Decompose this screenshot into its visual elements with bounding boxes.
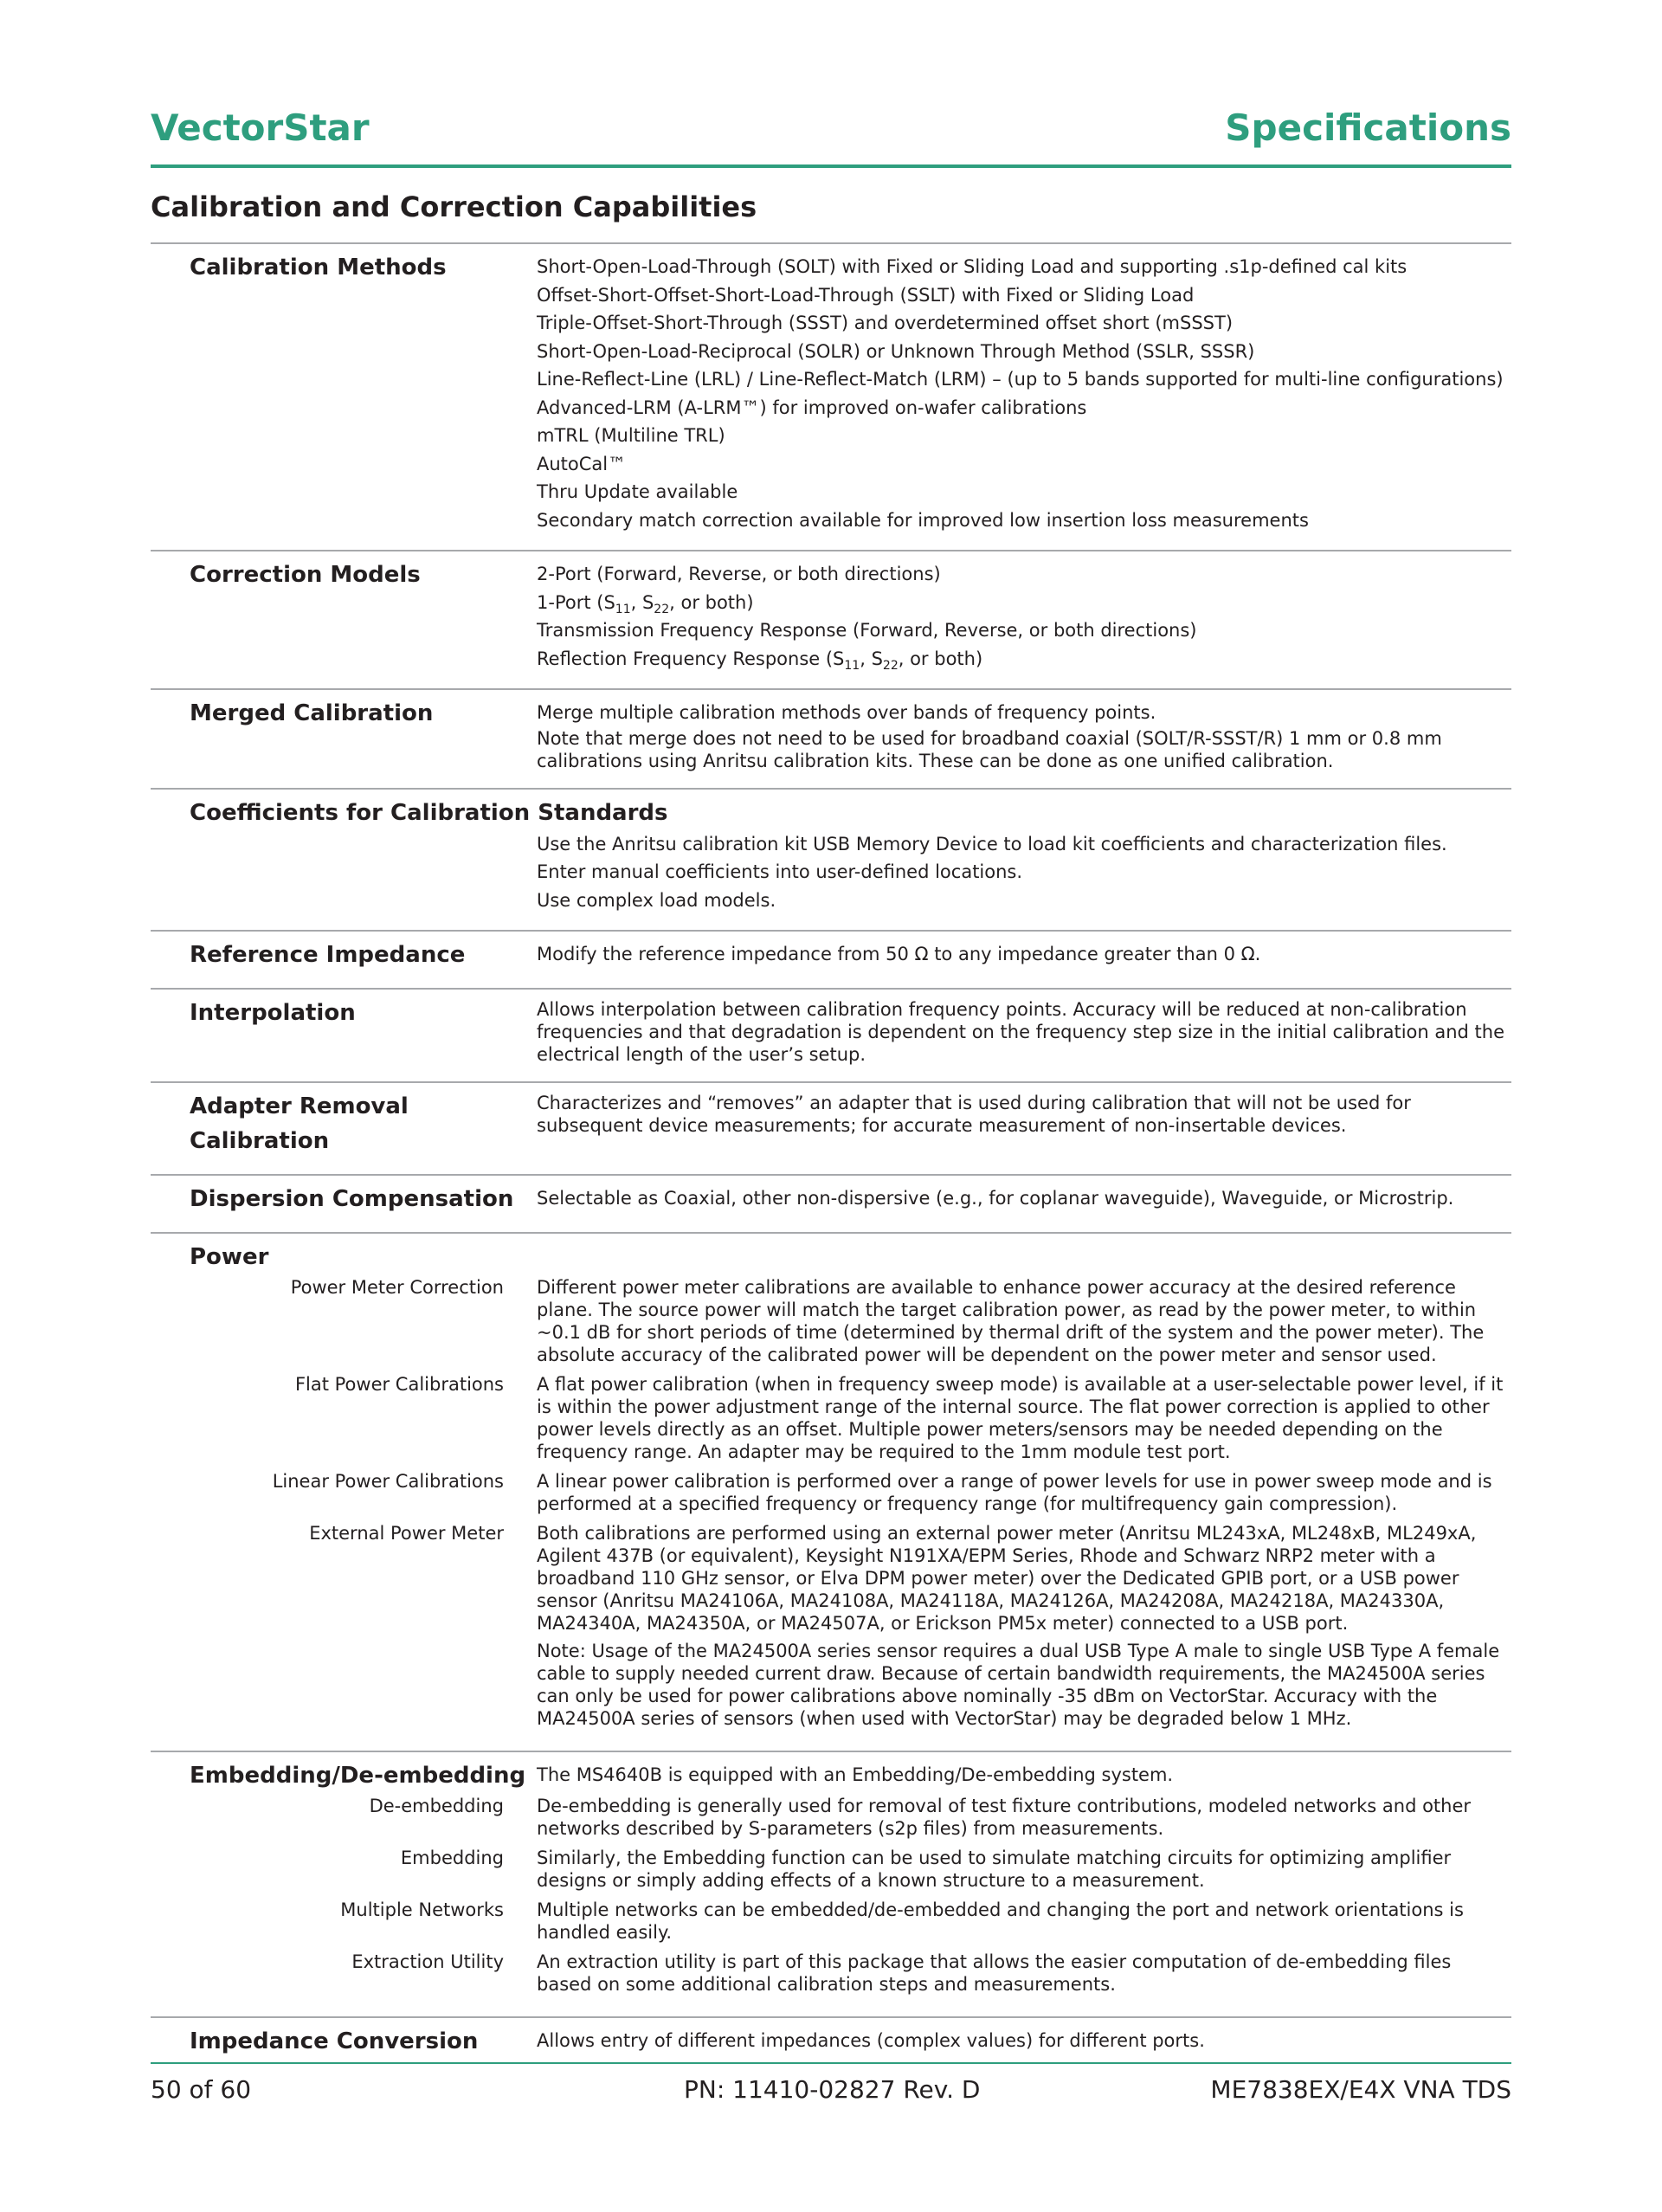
sub-row-external-power-meter bbox=[151, 1522, 1511, 1735]
spec-line: Use complex load models. bbox=[537, 889, 776, 911]
spec-label: Correction Models bbox=[190, 562, 421, 588]
sub-value: A flat power calibration (when in frequency sweep mode) is available at a user-selectable power level, if it is within the power adjustment range of the internal source. The flat power correction is applied to other power levels directly as an offset. Multiple power meters/sensors may be needed depending on the frequency range. An adapter may be required to the 1mm module test port. bbox=[537, 1374, 1504, 1462]
spec-row-interpolation bbox=[151, 990, 1511, 1083]
spec-line: Thru Update available bbox=[537, 481, 738, 502]
spec-label: Reference Impedance bbox=[190, 942, 466, 968]
spec-label: Dispersion Compensation bbox=[190, 1186, 514, 1212]
spec-line: Transmission Frequency Response (Forward, Reverse, or both directions) bbox=[537, 620, 1197, 641]
sub-label: De-embedding bbox=[369, 1796, 504, 1816]
spec-label: Impedance Conversion bbox=[190, 2028, 479, 2054]
page bbox=[151, 0, 1511, 2074]
sub-row-power-meter-correction bbox=[151, 1276, 1511, 1371]
sub-label: External Power Meter bbox=[309, 1523, 504, 1544]
sub-row-embedding bbox=[151, 1847, 1511, 1897]
spec-row-correction-models bbox=[151, 551, 1511, 690]
sub-row-multiple-networks bbox=[151, 1899, 1511, 1949]
sub-label: Power Meter Correction bbox=[290, 1277, 504, 1298]
spec-line: AutoCal™ bbox=[537, 453, 627, 474]
spec-line: Short-Open-Load-Reciprocal (SOLR) or Unknown Through Method (SSLR, SSSR) bbox=[537, 340, 1255, 362]
spec-label: Calibration Methods bbox=[190, 255, 447, 281]
spec-row-embedding bbox=[151, 1752, 1511, 2018]
spec-value: Selectable as Coaxial, other non-dispersive (e.g., for coplanar waveguide), Waveguide, or Microstrip. bbox=[537, 1188, 1454, 1209]
page-footer bbox=[151, 2062, 1511, 2107]
sub-label: Flat Power Calibrations bbox=[294, 1374, 504, 1395]
spec-label: Embedding/De-embedding bbox=[190, 1763, 526, 1789]
sub-row-de-embedding bbox=[151, 1795, 1511, 1845]
spec-line: Short-Open-Load-Through (SOLT) with Fixed or Sliding Load and supporting .s1p-defined cal kits bbox=[537, 256, 1408, 277]
note: Note: Usage of the MA24500A series sensor requires a dual USB Type A male to single USB Type A female cable to supply needed current draw. Because of certain bandwidth requirements, the MA24500A series can only be used for power calibrations above nominally -35 dBm on VectorStar. Accuracy with the MA24500A series of sensors (when used with VectorStar) may be degraded below 1 MHz. bbox=[537, 1641, 1500, 1729]
spec-line: Reflection Frequency Response ($S_{11}$, $S_{22}$, or both) bbox=[537, 648, 983, 673]
sub-row-linear-power bbox=[151, 1470, 1511, 1520]
sub-label: Extraction Utility bbox=[351, 1951, 504, 1972]
spec-value bbox=[537, 696, 1511, 772]
spec-value bbox=[537, 558, 1511, 673]
spec-row-calibration-methods bbox=[151, 244, 1511, 551]
spec-value bbox=[151, 830, 1511, 915]
spec-value: Allows interpolation between calibration frequency points. Accuracy will be reduced at non-calibration frequencies and that degradation is dependent on the frequency step size in the initial calibration and the electrical length of the user’s setup. bbox=[537, 999, 1505, 1065]
spec-row-dispersion bbox=[151, 1176, 1511, 1234]
spec-label: Coefficients for Calibration Standards bbox=[190, 799, 668, 826]
spec-value: Characterizes and “removes” an adapter that is used during calibration that will not be used for subsequent device measurements; for accurate measurement of non-insertable devices. bbox=[537, 1093, 1411, 1136]
spec-table bbox=[151, 242, 1511, 2074]
sub-value: Different power meter calibrations are available to enhance power accuracy at the desired reference plane. The source power will match the target calibration power, as read by the power meter, to within ~0.1 dB for short periods of time (determined by thermal drift of the system and the power meter). The absolute accuracy of the calibrated power will be dependent on the power meter and sensor used. bbox=[537, 1277, 1485, 1365]
sub-value: De-embedding is generally used for removal of test fixture contributions, modeled networks and other networks described by S-parameters (s2p files) from measurements. bbox=[537, 1796, 1472, 1839]
document-name: ME7838EX/E4X VNA TDS bbox=[1210, 2075, 1511, 2104]
page-number: 50 of 60 bbox=[151, 2075, 252, 2104]
spec-row-reference-impedance bbox=[151, 932, 1511, 990]
spec-label: Merged Calibration bbox=[190, 700, 434, 726]
spec-line: Line-Reflect-Line (LRL) / Line-Reflect-Match (LRM) – (up to 5 bands supported for multi-line configurations) bbox=[537, 369, 1504, 390]
sub-label: Multiple Networks bbox=[340, 1899, 504, 1920]
spec-line: mTRL (Multiline TRL) bbox=[537, 425, 725, 446]
spec-line: Advanced-LRM (A-LRM™) for improved on-wafer calibrations bbox=[537, 397, 1087, 418]
spec-line: Secondary match correction available for improved low insertion loss measurements bbox=[537, 509, 1309, 531]
spec-line: Enter manual coefficients into user-defined locations. bbox=[537, 861, 1023, 882]
spec-value: The MS4640B is equipped with an Embedding/De-embedding system. bbox=[537, 1764, 1174, 1785]
spec-label: Interpolation bbox=[190, 1000, 356, 1026]
sub-row-extraction-utility bbox=[151, 1951, 1511, 2001]
sub-value: Multiple networks can be embedded/de-embedded and changing the port and network orientations is handled easily. bbox=[537, 1899, 1464, 1943]
sub-value: Both calibrations are performed using an external power meter (Anritsu ML243xA, ML248xB, ML249xA, Agilent 437B (or equivalent), Keysight N191XA/EPM Series, Rhode and Schwarz NRP2 meter with a broadband 110 GHz sensor, or Elva DPM power meter) over the Dedicated GPIB port, or a USB power sensor (Anritsu MA24106A, MA24108A, MA24118A, MA24126A, MA24208A, MA24218A, MA24330A, MA24340A, MA24350A, or MA24507A, or Erickson PM5x meter) connected to a USB port. Note: Usage of the MA24500A series sensor requires a dual USB Type A male to single USB Type A female cable to supply needed current draw. Because of certain bandwidth requirements, the MA24500A series can only be used for power calibrations above nominally -35 dBm on VectorStar. Accuracy with the MA24500A series of sensors (when used with VectorStar) may be degraded below 1 MHz. bbox=[537, 1522, 1511, 1735]
section-category: Specifications bbox=[1225, 106, 1511, 149]
spec-line: Triple-Offset-Short-Through (SSST) and overdetermined offset short (mSSST) bbox=[537, 313, 1234, 333]
part-number: PN: 11410-02827 Rev. D bbox=[684, 2075, 981, 2104]
sub-label: Embedding bbox=[400, 1848, 504, 1868]
spec-row-coefficients bbox=[151, 790, 1511, 932]
spec-value bbox=[537, 250, 1511, 534]
spec-row-adapter-removal bbox=[151, 1083, 1511, 1176]
spec-line: 2-Port (Forward, Reverse, or both directions) bbox=[537, 564, 941, 584]
spec-line: Offset-Short-Offset-Short-Load-Through (SSLT) with Fixed or Sliding Load bbox=[537, 284, 1195, 306]
spec-label: Power bbox=[190, 1244, 269, 1270]
spec-value: Modify the reference impedance from 50 Ω to any impedance greater than 0 Ω. bbox=[537, 944, 1261, 964]
spec-label: Adapter Removal Calibration bbox=[190, 1093, 409, 1154]
sub-value: Similarly, the Embedding function can be used to simulate matching circuits for optimizing amplifier designs or simply adding effects of a known structure to a measurement. bbox=[537, 1848, 1452, 1891]
spec-line: Merge multiple calibration methods over bands of frequency points. bbox=[537, 702, 1156, 723]
sub-value: A linear power calibration is performed over a range of power levels for use in power sweep mode and is performed at a specified frequency or frequency range (for multifrequency gain compression). bbox=[537, 1471, 1492, 1514]
spec-row-power bbox=[151, 1234, 1511, 1752]
sub-value: An extraction utility is part of this package that allows the easier computation of de-embedding files based on some additional calibration steps and measurements. bbox=[537, 1951, 1452, 1995]
product-title: VectorStar bbox=[151, 106, 370, 149]
spec-line: Note that merge does not need to be used for broadband coaxial (SOLT/R-SSST/R) 1 mm or 0.8 mm calibrations using Anritsu calibration kits. These can be done as one unified calibration. bbox=[537, 727, 1442, 771]
page-header bbox=[151, 0, 1511, 168]
sub-label: Linear Power Calibrations bbox=[272, 1471, 504, 1492]
sub-row-flat-power bbox=[151, 1373, 1511, 1468]
spec-line: Use the Anritsu calibration kit USB Memory Device to load kit coefficients and characterization files. bbox=[537, 833, 1447, 854]
spec-line: 1-Port ($S_{11}$, $S_{22}$, or both) bbox=[537, 591, 754, 616]
spec-value: Allows entry of different impedances (complex values) for different ports. bbox=[537, 2030, 1205, 2051]
section-title: Calibration and Correction Capabilities bbox=[151, 190, 757, 223]
spec-row-merged-calibration bbox=[151, 690, 1511, 790]
